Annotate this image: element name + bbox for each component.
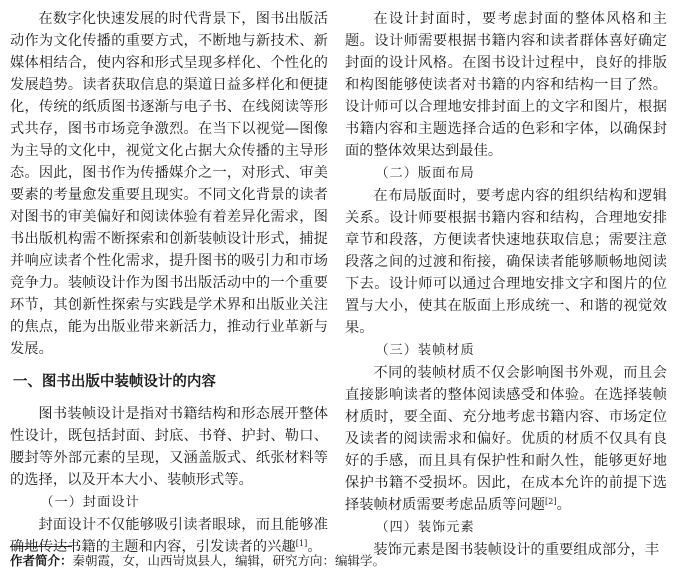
section-paragraph: 图书装帧设计是指对书籍结构和形态展开整体性设计，既包括封面、封底、书脊、护封、勒口、腰封等外部元素的呈现，又涵盖版式、纸张材料等的选择，以及开本大小、装帧形式等。 (10, 406, 328, 488)
cover-intro-end: 。 (307, 539, 322, 555)
section-heading: 一、图书出版中装帧设计的内容 (12, 374, 216, 390)
right-column (345, 8, 667, 561)
subsection-heading-material: （三）装帧材质 (375, 343, 475, 358)
layout-paragraph: 在布局版面时，要考虑内容的组织结构和逻辑关系。设计师要根据书籍内容和结构，合理地安排章节和段落，方便读者快速地获取信息；需要注意段落之间的过渡和衔接，确保读者能够顺畅地阅读下去。设计师可以通过合理地安排文字和图片的位置与大小，使其在版面上形成统一、和谐的视觉效果。 (345, 188, 667, 336)
footnote-text: 秦朝霞，女，山西岢岚县人，编辑，研究方向：编辑学。 (72, 553, 386, 568)
subsection-heading-decoration: （四）装饰元素 (375, 520, 475, 535)
footnote-divider (10, 546, 72, 547)
citation-ref-1: [1] (295, 539, 308, 548)
material-text: 不同的装帧材质不仅会影响图书外观，而且会直接影响读者的整体阅读感受和体验。在选择装帧材质时，要全面、充分地考虑书籍内容、市场定位及读者的阅读需求和偏好。优质的材质不仅具有良好的手感，而且具有保护性和耐久性，能够更好地保护书籍不受损坏。因此，在成本允许的前提下选择装帧材质需要考虑品质等问题 (345, 365, 667, 513)
cover-paragraph: 在设计封面时，要考虑封面的整体风格和主题。设计师需要根据书籍内容和读者群体喜好确定封面的设计风格。在图书设计过程中，良好的排版和构图能够使读者对书籍的内容和结构一目了然。设计师可以合理地安排封面上的文字和图片，根据书籍内容和主题选择合适的色彩和字体，以确保封面的整体效果达到最佳。 (345, 11, 667, 159)
subsection-heading-cover: （一）封面设计 (40, 495, 140, 510)
citation-ref-2: [2] (545, 497, 557, 506)
footnote (10, 552, 385, 570)
cover-intro-text: 封面设计不仅能够吸引读者眼球，而且能够准确地传达书籍的主题和内容，引发读者的兴趣 (10, 517, 328, 555)
left-column (10, 8, 328, 558)
decoration-paragraph: 装饰元素是图书装帧设计的重要组成部分，丰 (373, 542, 660, 558)
material-paragraph (345, 362, 667, 516)
intro-paragraph: 在数字化快速发展的时代背景下，图书出版活动作为文化传播的重要方式，不断地与新技术、新媒体相结合，使内容和形式呈现多样化、个性化的发展趋势。读者获取信息的渠道日益多样化和便捷化，传统的纸质图书逐渐与电子书、在线阅读等形式共存，图书市场竞争激烈。在当下以视觉—图像为主导的文化中，视觉文化占据大众传播的主导形态。因此，图书作为传播媒介之一，对形式、审美要素的考量愈发重要且现实。不同文化背景的读者对图书的审美偏好和阅读体验有着差异化需求，图书出版机构需不断探索和创新装帧设计形式，捕捉并响应读者个性化需求，提升图书的吸引力和市场竞争力。装帧设计作为图书出版活动中的一个重要环节，其创新性探索与实践是学术界和出版业关注的焦点，能为出版业带来新活力，推动行业革新与发展。 (10, 11, 328, 357)
footnote-label: 作者简介： (10, 553, 73, 568)
material-end: 。 (556, 497, 571, 513)
subsection-heading-layout: （二）版面布局 (375, 166, 475, 181)
